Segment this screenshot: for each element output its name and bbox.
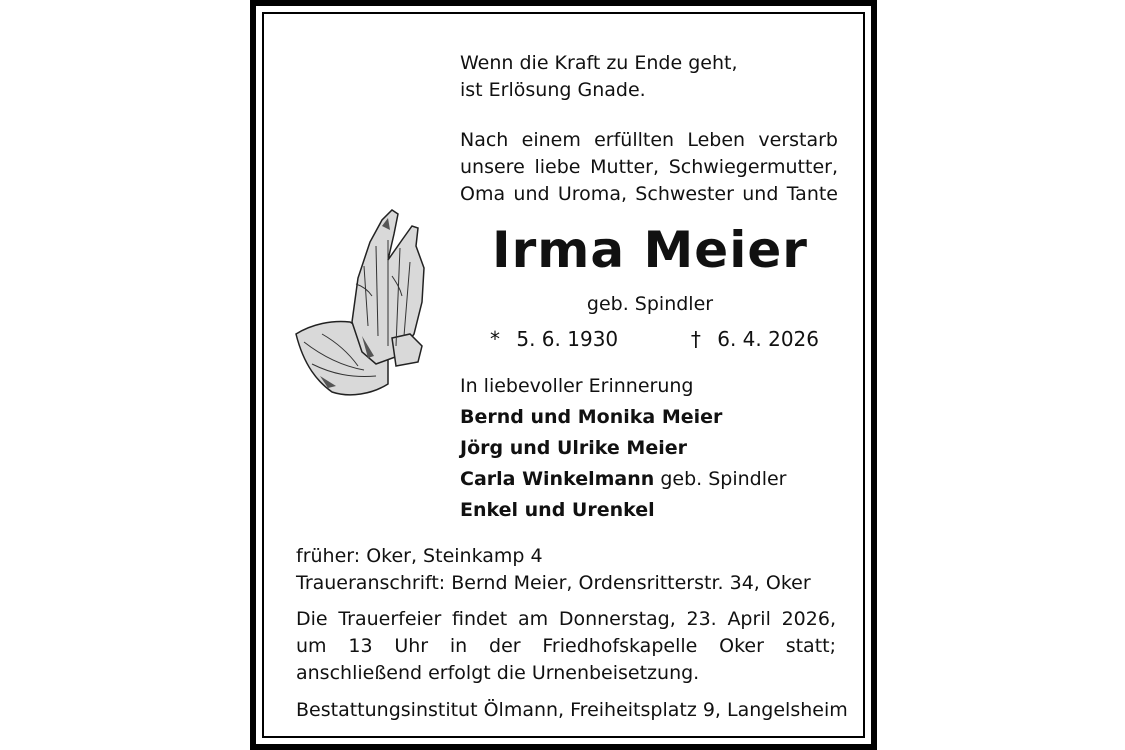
ceremony-line-3: anschließend erfolgt die Urnenbeisetzung. bbox=[296, 662, 700, 684]
mourning-address: Traueranschrift: Bernd Meier, Ordensritterstr. 34, Oker bbox=[296, 572, 811, 594]
mourner-4 bbox=[460, 498, 655, 522]
birth-symbol: * bbox=[490, 327, 500, 351]
mourner-3 bbox=[460, 467, 787, 491]
mourner-name: Bernd und Monika Meier bbox=[460, 406, 723, 428]
birth-date: 5. 6. 1930 bbox=[516, 327, 619, 351]
mourner-suffix: geb. Spindler bbox=[654, 468, 787, 490]
ceremony-line-2: um 13 Uhr in der Friedhofskapelle Oker statt; bbox=[296, 635, 836, 657]
remembrance-line: In liebevoller Erinnerung bbox=[460, 375, 694, 397]
motto-line-1: Wenn die Kraft zu Ende geht, bbox=[460, 52, 738, 74]
intro-line-1: Nach einem erfüllten Leben verstarb bbox=[460, 129, 838, 151]
intro-line-2: unsere liebe Mutter, Schwiegermutter, bbox=[460, 156, 838, 178]
funeral-home: Bestattungsinstitut Ölmann, Freiheitsplatz 9, Langelsheim bbox=[296, 699, 848, 721]
obituary-notice bbox=[250, 0, 877, 750]
praying-hands-icon bbox=[292, 206, 432, 406]
mourner-name: Carla Winkelmann bbox=[460, 468, 655, 490]
ceremony-line-1: Die Trauerfeier findet am Donnerstag, 23. April 2026, bbox=[296, 608, 836, 630]
death-date: 6. 4. 2026 bbox=[717, 327, 819, 351]
deceased-name: Irma Meier bbox=[492, 221, 808, 279]
former-address: früher: Oker, Steinkamp 4 bbox=[296, 545, 543, 567]
deceased-maiden-name: geb. Spindler bbox=[586, 293, 714, 315]
mourner-1 bbox=[460, 405, 722, 429]
motto-line-2: ist Erlösung Gnade. bbox=[460, 79, 646, 101]
intro-line-3: Oma und Uroma, Schwester und Tante bbox=[460, 183, 838, 205]
mourner-name: Jörg und Ulrike Meier bbox=[460, 437, 687, 459]
mourner-2 bbox=[460, 436, 687, 460]
life-dates bbox=[490, 326, 821, 352]
death-symbol: † bbox=[690, 327, 701, 351]
mourner-name: Enkel und Urenkel bbox=[460, 499, 655, 521]
